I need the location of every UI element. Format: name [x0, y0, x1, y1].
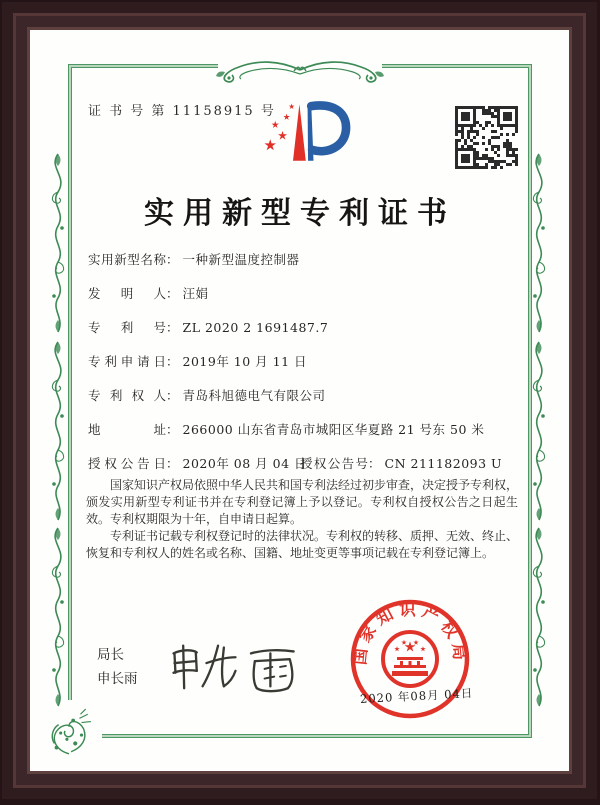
field-row-inventor: 发明人 ： 汪娟: [88, 286, 209, 301]
field-row-filing-date: 专利申请日 ： 2019年 10 月 11 日: [88, 354, 308, 369]
field-row-patent-no: 专利号 ： ZL 2020 2 1691487.7: [88, 320, 329, 335]
qr-code: [455, 106, 518, 169]
field-value: 汪娟: [182, 286, 209, 301]
field-label: 授权公告号: [300, 456, 368, 471]
field-value: 266000 山东省青岛市城阳区华夏路 21 号东 50 米: [182, 422, 485, 437]
field-label: 发明人: [88, 286, 166, 301]
field-value: 2020年 08 月 04 日: [182, 456, 308, 471]
field-value: 2019年 10 月 11 日: [182, 354, 308, 369]
grant-number-group: 授权公告号 ： CN 211182093 U: [300, 456, 503, 471]
certificate-number: 证 书 号 第 11158915 号: [88, 104, 276, 119]
field-label: 专利号: [88, 320, 166, 335]
field-row-name: 实用新型名称 ： 一种新型温度控制器: [88, 252, 300, 267]
director-block: [97, 643, 138, 691]
field-label: 实用新型名称: [88, 252, 166, 267]
field-row-address: 地址 ： 266000 山东省青岛市城阳区华夏路 21 号东 50 米: [88, 422, 485, 437]
field-value: ZL 2020 2 1691487.7: [182, 320, 329, 335]
field-row-grant: 授权公告日 ： 2020年 08 月 04 日 授权公告号 ： CN 211182093 U: [88, 456, 503, 471]
field-value: 青岛科旭德电气有限公司: [182, 388, 326, 403]
field-label: 专利申请日: [88, 354, 166, 369]
seal-text: 国家知识产权局: [350, 600, 470, 666]
field-label: 地址: [88, 422, 166, 437]
field-label: 授权公告日: [88, 456, 166, 471]
director-title: 局长: [97, 647, 124, 663]
field-row-patentee: 专利权人 ： 青岛科旭德电气有限公司: [88, 388, 326, 403]
certificate-fields: [88, 251, 520, 489]
cnipa-logo-icon: [260, 97, 357, 179]
field-value: 一种新型温度控制器: [182, 252, 300, 267]
certificate-title: 实用新型专利证书: [144, 196, 456, 231]
paragraph-grant-statement: 国家知识产权局依照中华人民共和国专利法经过初步审查，决定授予专利权，颁发实用新型专利证书并在专利登记簿上予以登记。专利权自授权公告之日起生效。专利权期限为十年，自申请日起算。: [86, 478, 519, 526]
seal-date: 2020 年08月 04日: [359, 686, 474, 706]
paragraph-register-statement: 专利证书记载专利权登记时的法律状况。专利权的转移、质押、无效、终止、恢复和专利权人的姓名或名称、国籍、地址变更等事项记载在专利登记簿上。: [86, 529, 519, 560]
field-label: 专利权人: [88, 388, 166, 403]
field-value: CN 211182093 U: [384, 456, 503, 471]
legal-paragraphs: [86, 477, 518, 562]
director-name: 申长雨: [97, 671, 138, 687]
director-handwritten-signature-icon: [163, 634, 308, 696]
